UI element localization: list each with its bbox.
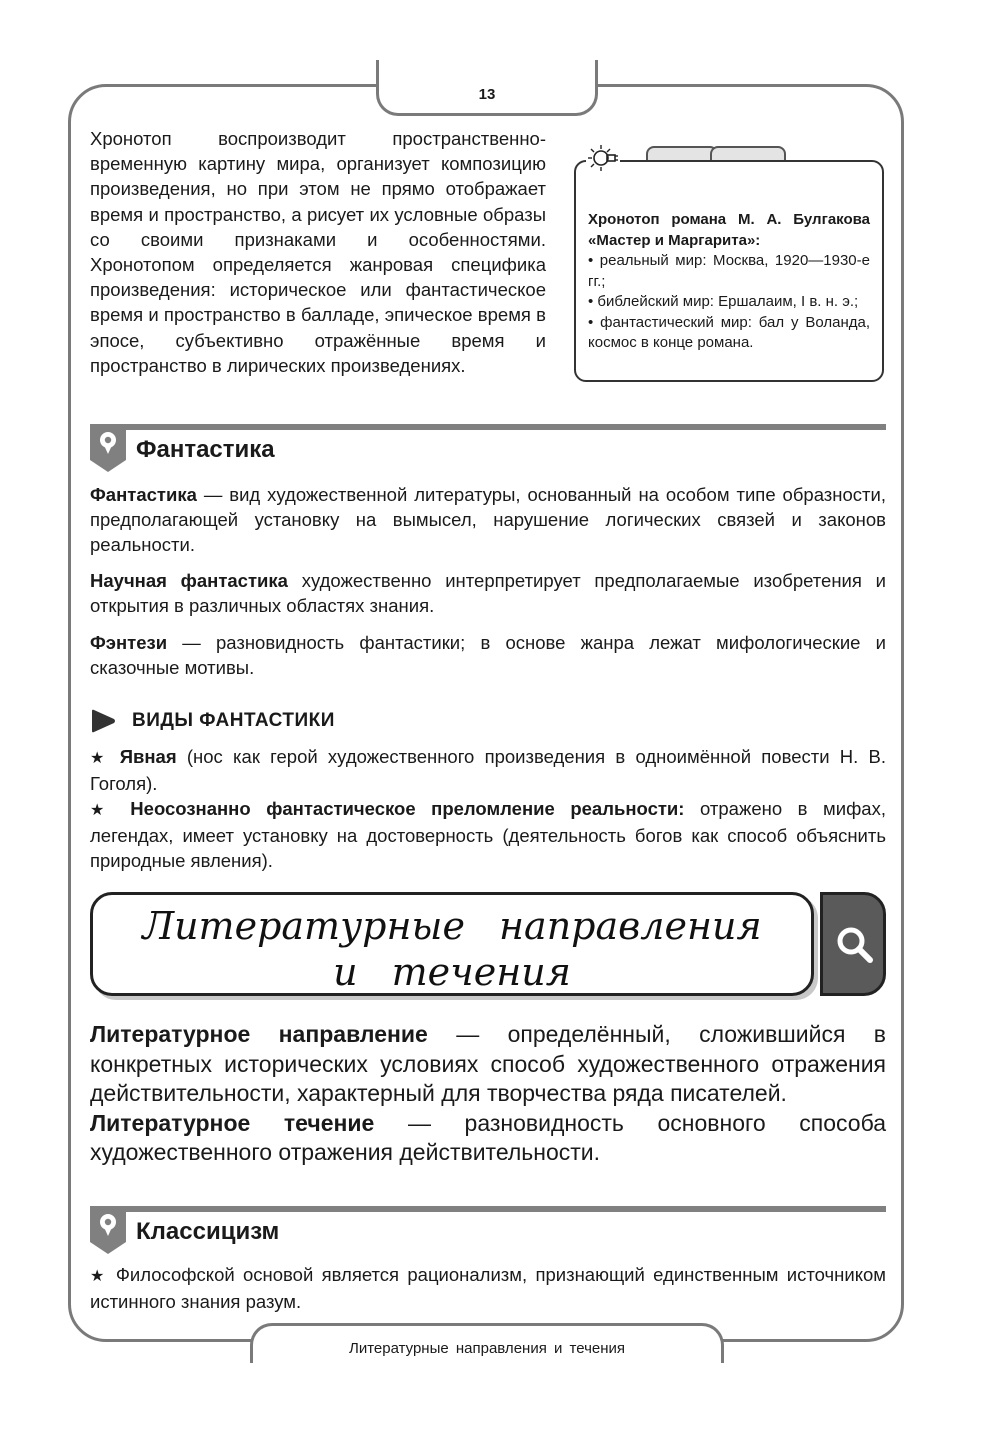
definition-text: художественно интерпретирует предполагаемые изобретения и открытия в различных областях знания. [90,570,886,616]
definition-text: — разновидность основного способа художественного отражения действительности. [90,1109,887,1165]
classicism-text [90,1262,886,1314]
direction-paragraph [90,1020,886,1109]
section-heading-fantasy [90,424,886,474]
fantasy-genre-paragraph [90,630,886,680]
current-paragraph [90,1109,886,1168]
term: Литературное течение [90,1109,375,1136]
science-fiction-paragraph [90,568,886,618]
chapter-banner [90,892,814,996]
definition-text: — определённый, сложившийся в конкретных исторических условиях способ художественного отражения действительности, характерный для творчества ряда писателей. [90,1021,886,1106]
search-tile [820,892,886,996]
definition-text: (нос как герой художественного произведения в одноимённой повести Н. В. Гоголя). [90,746,887,794]
term: Научная фантастика [90,570,288,591]
page-number: 13 [478,86,496,103]
fantasy-genre-definition [90,630,886,680]
fantasy-paragraph [90,482,886,557]
definition-text: отражено в мифах, легендах, имеет установку на достоверность (деятельность богов как способ объяснить природные явления). [90,798,886,871]
fantasy-definition [90,482,886,557]
location-pin-icon [90,424,126,472]
types-list [90,744,886,873]
section-title: Фантастика [136,436,275,463]
banner-line-2: и течения [333,950,571,994]
callout-title: Хронотоп романа М. А. Булгакова «Мастер и Маргарита»: [588,211,870,249]
intro-section [90,126,886,384]
callout-item-3: • фантастический мир: бал у Воланда, космос в конце романа. [588,313,870,351]
lightbulb-icon [586,142,620,176]
subheading-types [90,708,490,734]
section-bar [114,1206,886,1212]
intro-paragraph: Хронотоп воспроизводит пространственно-временную картину мира, организует композицию произведения, но при этом не прямо отображает время и пространство, а рисует их условные образы со своими признаками и особенностями. Хронотопом определяется жанровая специфика произведения: историческое или фантастическое время и пространство в балладе, эпическое время в эпосе, субъективно отражённые время и пространство в лирических произведениях. [90,128,546,376]
star-icon: ★ [90,802,115,819]
science-fiction-definition [90,568,886,618]
subheading-title: ВИДЫ ФАНТАСТИКИ [132,710,335,731]
star-icon: ★ [90,1268,108,1285]
section-bar [114,424,886,430]
term: Явная [119,746,177,767]
section-title: Классицизм [136,1218,280,1245]
search-icon [835,925,875,965]
section-heading-classicism [90,1206,886,1256]
location-pin-icon [90,1206,126,1254]
callout-content [588,210,870,354]
term: Литературное направление [90,1021,428,1047]
classicism-body: Философской основой является рационализм, признающий единственным источником истинного знания разум. [90,1264,887,1312]
classicism-paragraph [90,1262,886,1314]
footer-running-title: Литературные направления и течения [348,1340,626,1357]
banner-line-1: Литературные направления [142,904,762,948]
star-icon: ★ [90,750,110,767]
term: Неосознанно фантастическое преломление реальности: [130,798,685,819]
banner-title [93,903,811,995]
type-item-unconscious [90,796,886,873]
type-item-explicit [90,744,886,796]
arrow-right-icon [90,709,116,733]
definition-text: — вид художественной литературы, основанный на особом типе образности, предполагающей установку на вымысел, нарушение логических связей и законов реальности. [90,484,886,555]
literary-direction-definition [90,1020,886,1168]
callout-item-1: • реальный мир: Москва, 1920—1930-е гг.; [588,252,870,290]
term: Фантастика [90,484,197,505]
info-callout [574,138,886,378]
callout-item-2: • библейский мир: Ершалаим, I в. н. э.; [588,293,859,310]
definition-text: — разновидность фантастики; в основе жанра лежат мифологические и сказочные мотивы. [90,632,886,678]
term: Фэнтези [90,632,168,653]
